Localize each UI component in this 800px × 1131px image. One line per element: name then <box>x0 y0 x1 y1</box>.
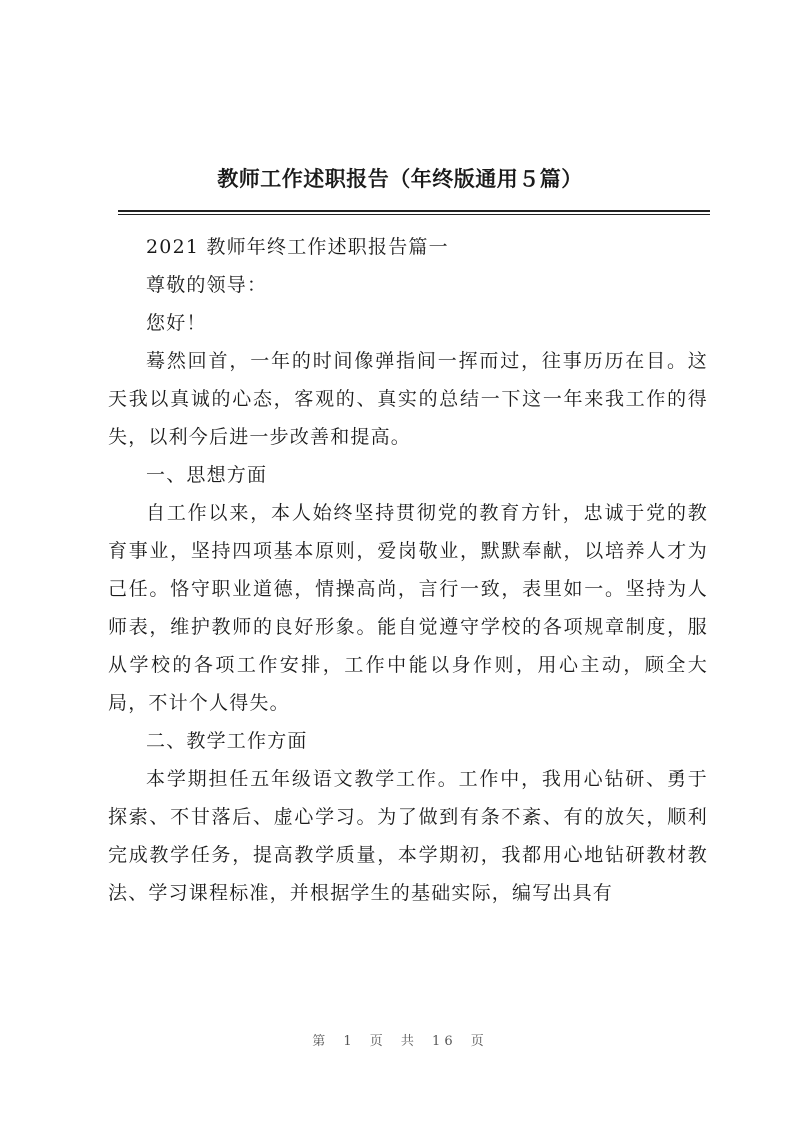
subheading-ideology: 一、思想方面 <box>146 464 268 486</box>
section-heading: 2021 教师年终工作述职报告篇一 <box>146 236 449 258</box>
title-divider <box>118 210 710 212</box>
subheading-teaching: 二、教学工作方面 <box>146 730 308 752</box>
page-footer: 第 1 页 共 16 页 <box>312 1034 488 1049</box>
ideology-paragraph: 自工作以来，本人始终坚持贯彻党的教育方针，忠诚于党的教育事业，坚持四项基本原则，爱岗敬业，默默奉献，以培养人才为己任。恪守职业道德，情操高尚，言行一致，表里如一。坚持为人师表，维护教师的良好形象。能自觉遵守学校的各项规章制度，服从学校的各项工作安排，工作中能以身作则，用心主动，顾全大局，不计个人得失。 <box>108 502 708 714</box>
page-title: 教师工作述职报告（年终版通用５篇） <box>217 167 583 191</box>
greeting: 您好！ <box>146 312 207 334</box>
title-divider-thin <box>118 214 710 215</box>
document-body <box>108 228 708 912</box>
teaching-paragraph: 本学期担任五年级语文教学工作。工作中，我用心钻研、勇于探索、不甘落后、虚心学习。为了做到有条不紊、有的放矢，顺利完成教学任务，提高教学质量，本学期初，我都用心地钻研教材教法、学习课程标准，并根据学生的基础实际，编写出具有 <box>108 768 708 904</box>
salutation: 尊敬的领导： <box>146 274 268 296</box>
intro-paragraph: 蓦然回首，一年的时间像弹指间一挥而过，往事历历在目。这天我以真诚的心态，客观的、真实的总结一下这一年来我工作的得失，以利今后进一步改善和提高。 <box>108 350 708 448</box>
